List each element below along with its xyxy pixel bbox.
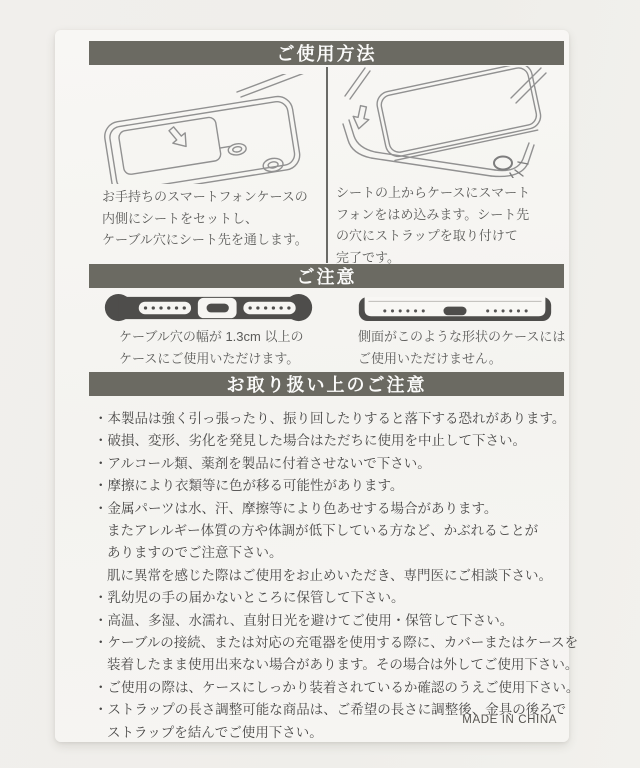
caption-line: ケーブル穴にシート先を通します。 bbox=[102, 232, 308, 247]
section-header-caution bbox=[89, 264, 564, 288]
usage-section-title: ご使用方法 bbox=[276, 44, 377, 64]
usage-step2-caption bbox=[336, 182, 530, 268]
caption-line: お手持ちのスマートフォンケースの bbox=[102, 189, 308, 204]
incompatible-case-bottom-illustration bbox=[358, 296, 552, 321]
caption-line: 完了です。 bbox=[336, 249, 400, 265]
made-in-china-label: MADE IN CHINA bbox=[462, 714, 557, 726]
list-item: ・摩擦により衣類等に色が移る可能性があります。 bbox=[94, 478, 404, 494]
sheet-into-case-illustration bbox=[97, 74, 319, 184]
section-header-usage bbox=[89, 41, 564, 65]
caution-section-title: ご注意 bbox=[296, 267, 357, 287]
list-item: ・ご使用の際は、ケースにしっかり装着されているか確認のうえご使用下さい。 bbox=[94, 679, 580, 695]
charging-port bbox=[443, 307, 466, 316]
caption-line: ご使用いただけません。 bbox=[358, 350, 502, 366]
list-item: ・乳幼児の手の届かないところに保管して下さい。 bbox=[94, 590, 405, 606]
charging-port bbox=[207, 304, 229, 313]
section-header-handling bbox=[89, 372, 564, 396]
list-item: ・アルコール類、薬剤を製品に付着させないで下さい。 bbox=[94, 455, 431, 471]
list-item: ・ケーブルの接続、または対応の充電器を使用する際に、カバーまたはケースを bbox=[94, 635, 579, 651]
arrow-down-icon bbox=[351, 105, 371, 131]
handling-section-title: お取り扱い上のご注意 bbox=[226, 375, 427, 395]
list-item: ・ストラップの長さ調整可能な商品は、ご希望の長さに調整後、金具の後ろで bbox=[94, 702, 567, 718]
list-item-continuation: またアレルギー体質の方や体調が低下している方など、かぶれることが bbox=[107, 523, 539, 539]
instruction-sheet bbox=[55, 30, 580, 742]
compatible-case-bottom-illustration bbox=[102, 292, 315, 323]
usage-step1-caption bbox=[102, 186, 308, 251]
list-item: ・金属パーツは水、汗、摩擦等により色あせする場合があります。 bbox=[94, 500, 498, 516]
list-item-continuation: ありますのでご注意下さい。 bbox=[107, 545, 283, 561]
list-item: ・本製品は強く引っ張ったり、振り回したりすると落下する恐れがあります。 bbox=[94, 411, 566, 426]
caption-line: 内側にシートをセットし、 bbox=[102, 210, 259, 226]
list-item: ・高温、多湿、水濡れ、直射日光を避けてご使用・保管して下さい。 bbox=[94, 612, 514, 628]
caption-line: の穴にストラップを取り付けて bbox=[336, 228, 518, 243]
phone-into-case-illustration bbox=[335, 66, 547, 178]
list-item-continuation: ストラップを結んでご使用下さい。 bbox=[107, 724, 323, 740]
caption-line: ケーブル穴の幅が 1.3cm 以上の bbox=[119, 329, 304, 344]
caption-line: 側面がこのような形状のケースには bbox=[358, 329, 566, 344]
handling-precautions-list bbox=[94, 408, 580, 744]
caption-line: フォンをはめ込みます。シート先 bbox=[336, 206, 530, 222]
list-item: ・破損、変形、劣化を発見した場合はただちに使用を中止して下さい。 bbox=[94, 433, 526, 449]
panel-divider bbox=[326, 67, 328, 263]
list-item-continuation: 肌に異常を感じた際はご使用をお止めいただき、専門医にご相談下さい。 bbox=[107, 567, 552, 583]
caption-line: ケースにご使用いただけます。 bbox=[119, 350, 300, 366]
list-item-continuation: 装着したまま使用出来ない場合があります。その場合は外してご使用下さい。 bbox=[107, 657, 579, 673]
incompatible-case-caption bbox=[358, 326, 565, 369]
compatible-case-caption bbox=[119, 326, 303, 369]
caption-line: シートの上からケースにスマート bbox=[336, 185, 531, 200]
